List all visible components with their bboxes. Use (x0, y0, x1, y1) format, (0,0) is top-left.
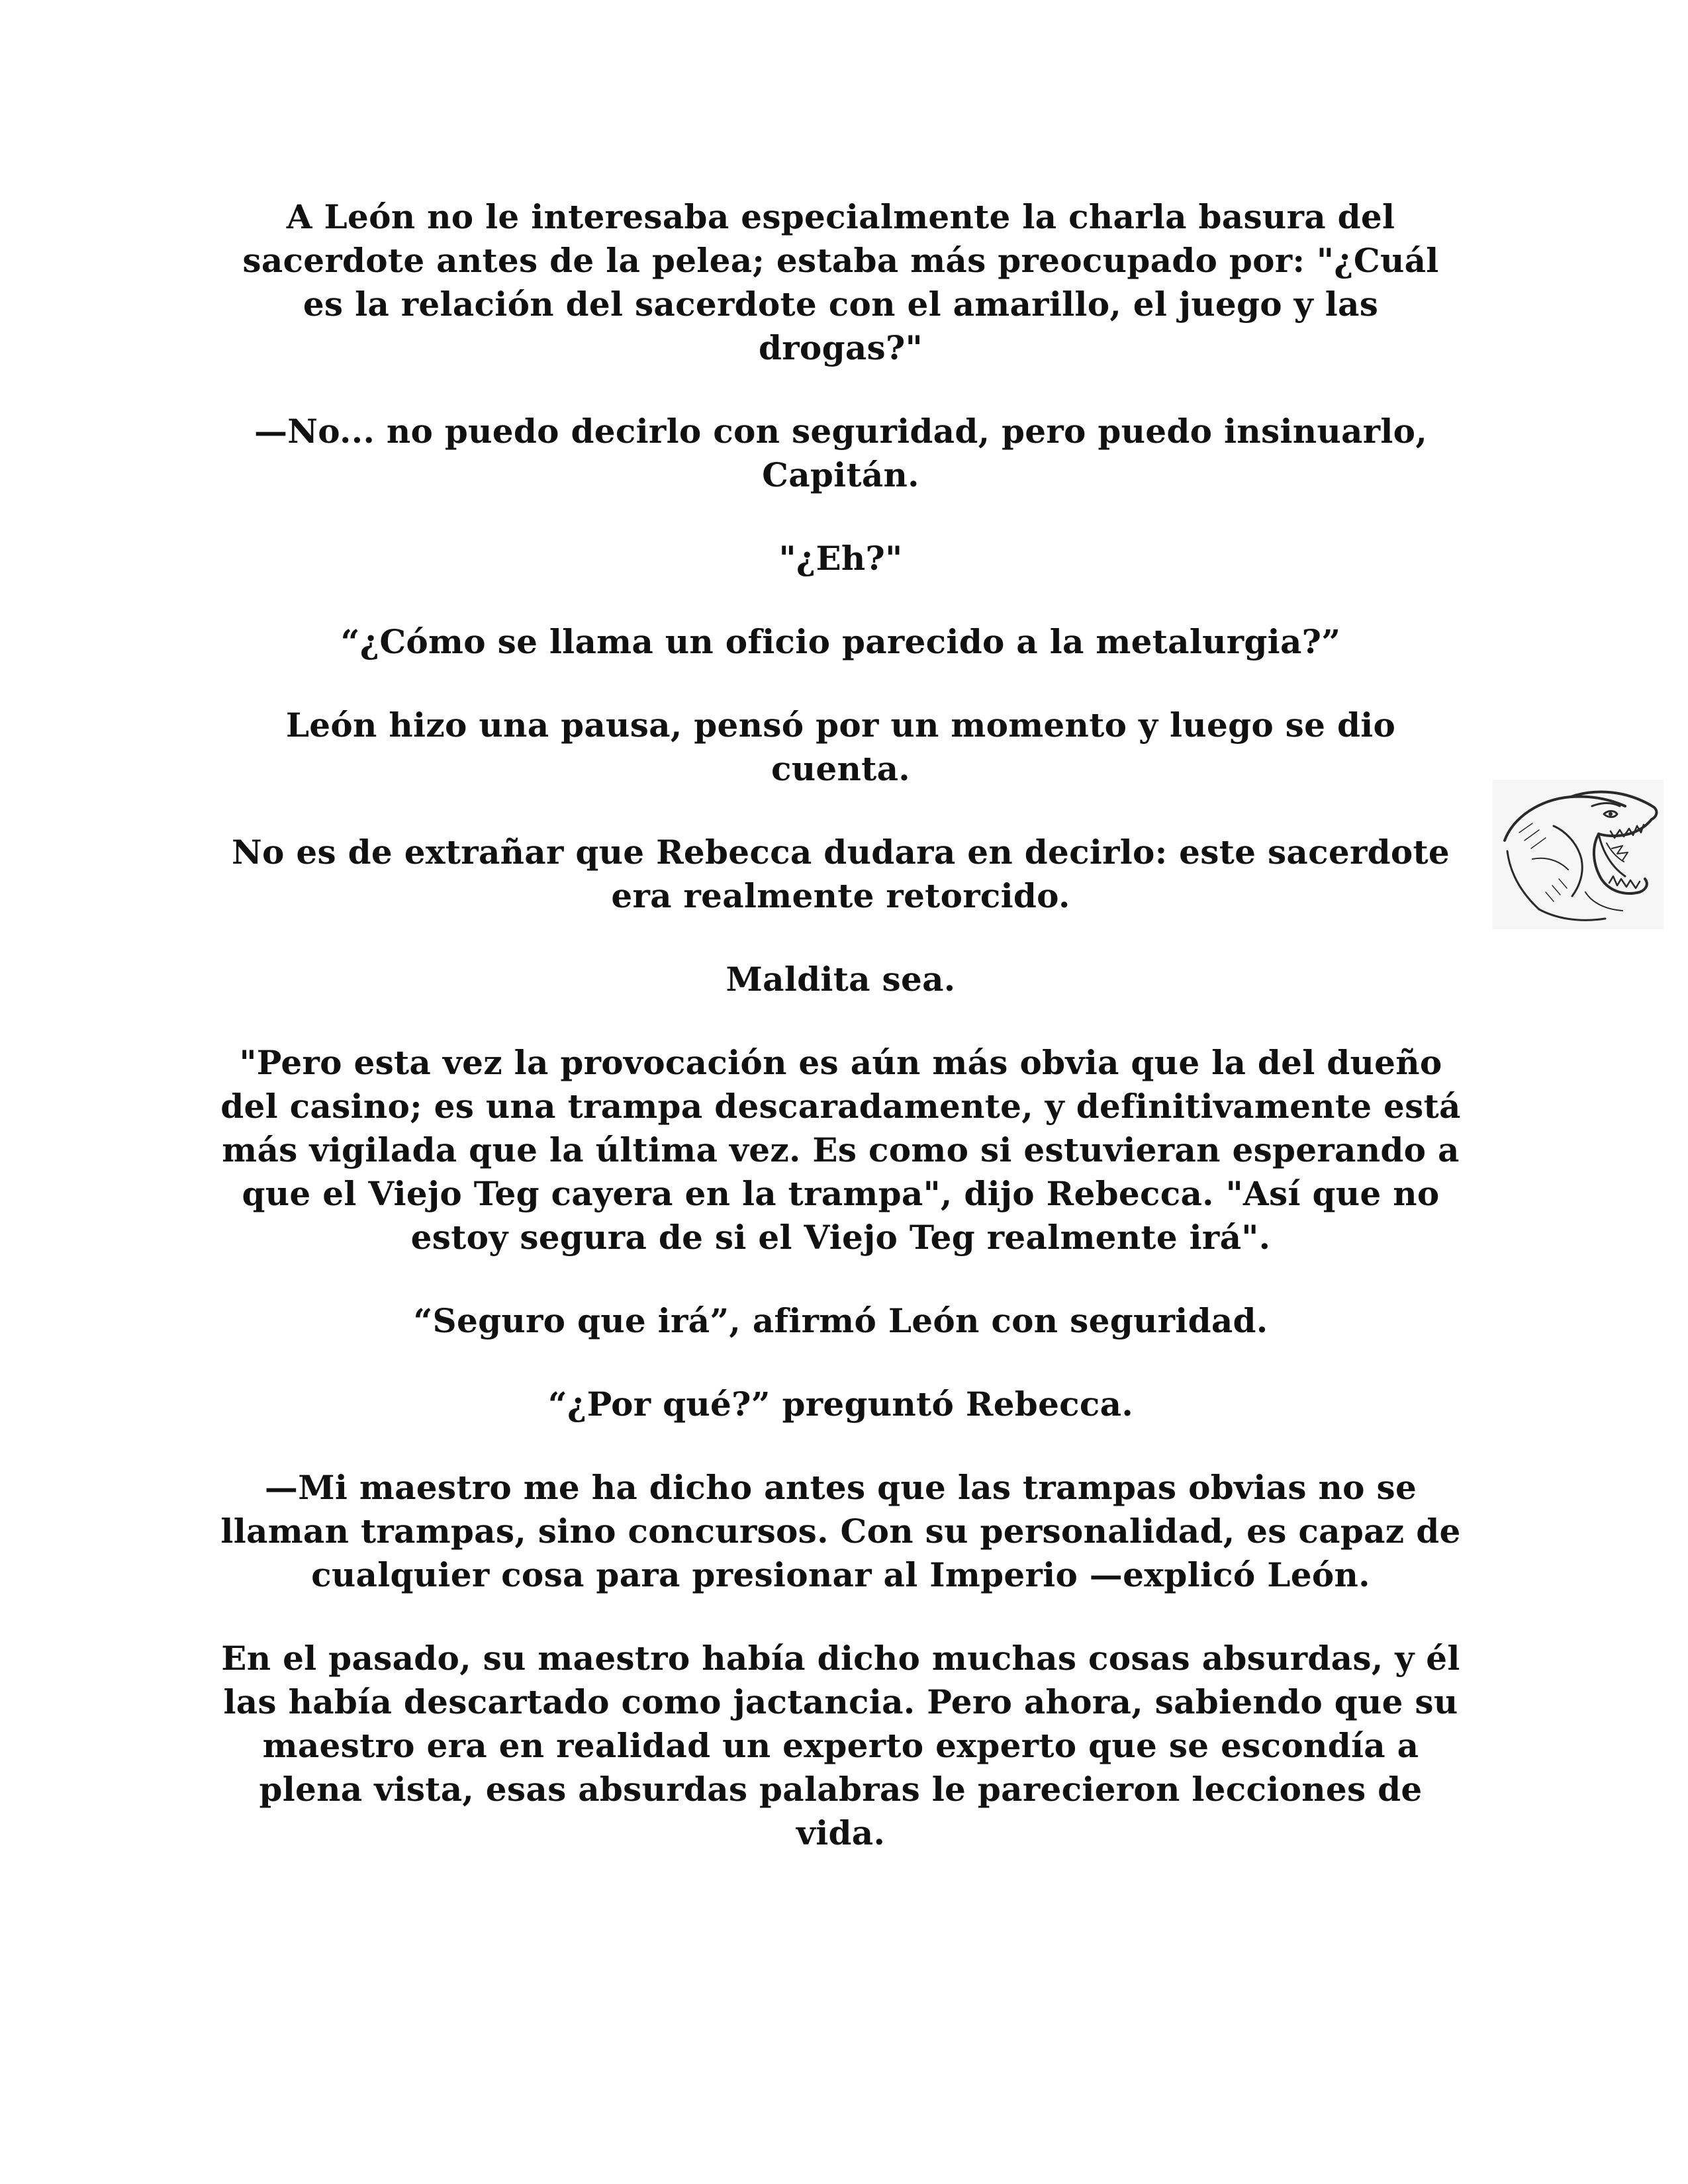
dinosaur-head-sketch-icon (1493, 780, 1664, 929)
paragraph-12: En el pasado, su maestro había dicho muchas cosas absurdas, y él las había descartado como jactancia. Pero ahora, sabiendo que su maestro era en realidad un experto experto que se escondía a plena vista, esas absurdas palabras le parecieron lecciones de vida. (221, 1639, 1460, 1852)
paragraph-4: “¿Cómo se llama un oficio parecido a la metalurgia?” (340, 622, 1341, 661)
paragraph-7: Maldita sea. (726, 960, 956, 999)
story-text (218, 195, 1463, 1895)
paragraph-6: No es de extrañar que Rebecca dudara en decirlo: este sacerdote era realmente retorcido. (231, 833, 1450, 915)
paragraph-1: A León no le interesaba especialmente la charla basura del sacerdote antes de la pelea; estaba más preocupado por: "¿Cuál es la relación del sacerdote con el amarillo, el juego y las drogas?" (242, 197, 1439, 367)
paragraph-11: —Mi maestro me ha dicho antes que las trampas obvias no se llaman trampas, sino concursos. Con su personalidad, es capaz de cualquier cosa para presionar al Imperio —explicó León. (220, 1468, 1461, 1594)
paragraph-8: "Pero esta vez la provocación es aún más obvia que la del dueño del casino; es una trampa descaradamente, y definitivamente está más vigilada que la última vez. Es como si estuvieran esperando a que el Viejo Teg cayera en la trampa", dijo Rebecca. "Así que no estoy segura de si el Viejo Teg realmente irá". (220, 1043, 1461, 1257)
paragraph-3: "¿Eh?" (778, 539, 903, 578)
paragraph-10: “¿Por qué?” preguntó Rebecca. (547, 1385, 1134, 1424)
paragraph-5: León hizo una pausa, pensó por un momento y luego se dio cuenta. (285, 705, 1396, 788)
paragraph-9: “Seguro que irá”, afirmó León con seguridad. (413, 1301, 1268, 1340)
paragraph-2: —No... no puedo decirlo con seguridad, pero puedo insinuarlo, Capitán. (254, 412, 1428, 494)
